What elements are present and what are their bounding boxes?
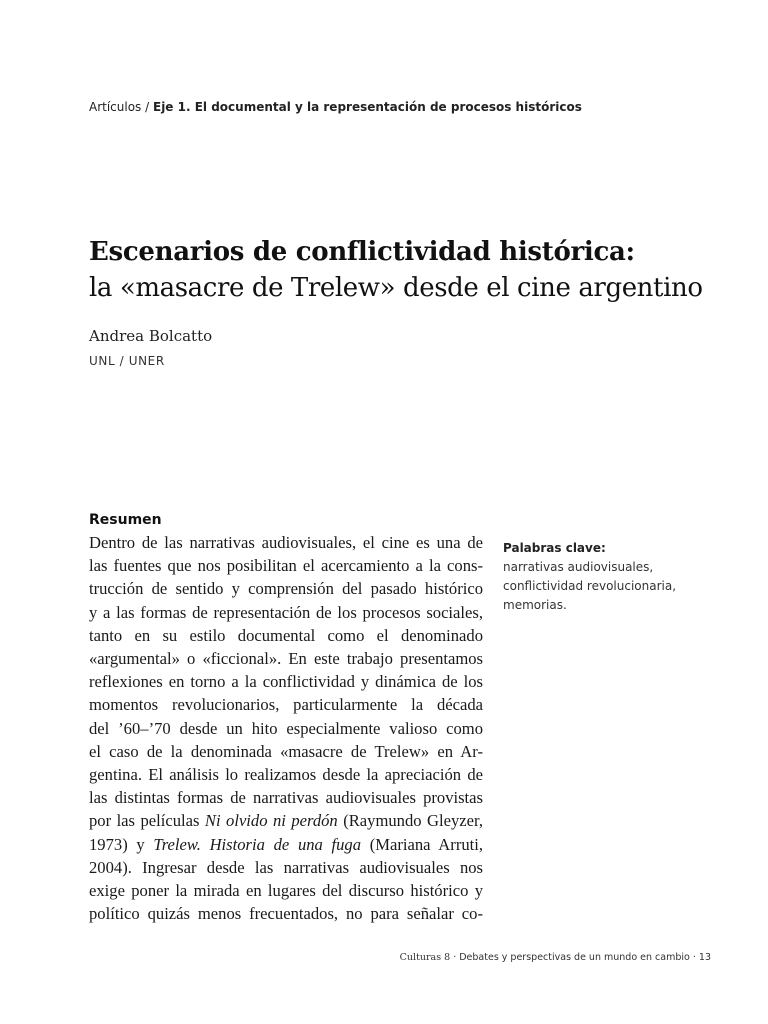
- journal-subtitle: · Debates y perspectivas de un mundo en cambio: [453, 952, 690, 963]
- abstract-line-films-2: [89, 833, 483, 856]
- abstract-line: político quizás menos frecuentados, no para señalar co-: [89, 904, 483, 924]
- abstract-text: por las películas: [89, 811, 205, 831]
- keywords-heading: Palabras clave:: [503, 541, 606, 555]
- keyword-item: memorias.: [503, 598, 567, 612]
- abstract-body: [89, 531, 483, 925]
- abstract-line: y a las formas de representación de los procesos sociales,: [89, 602, 483, 622]
- section-label: [89, 100, 582, 114]
- title-line-1: Escenarios de conflictividad histórica:: [89, 237, 635, 267]
- abstract-line: trucción de sentido y comprensión del pasado histórico: [89, 579, 483, 599]
- author-name: Andrea Bolcatto: [89, 327, 213, 345]
- abstract-text: (Mariana Arruti,: [361, 834, 484, 854]
- abstract-line: reflexiones en torno a la conflictividad y dinámica de los: [89, 672, 483, 692]
- page-number: · 13: [692, 952, 711, 963]
- abstract-line-films-1: [89, 809, 483, 832]
- film-title: Trelew. Historia de una fuga: [153, 834, 362, 854]
- abstract-text: 1973) y: [89, 834, 154, 854]
- abstract-line: el caso de la denominada «masacre de Trelew» en Ar-: [89, 741, 483, 761]
- abstract-heading: Resumen: [89, 512, 162, 528]
- section-name: Artículos /: [89, 100, 150, 114]
- abstract-line: gentina. El análisis lo realizamos desde la apreciación de: [89, 765, 483, 785]
- abstract-line: «argumental» o «ficcional». En este trabajo presentamos: [89, 649, 483, 669]
- abstract-line: tanto en su estilo documental como el denominado: [89, 625, 483, 645]
- page-footer: [400, 952, 711, 963]
- article-title: [89, 234, 729, 306]
- axis-title: Eje 1. El documental y la representación de procesos históricos: [153, 100, 582, 114]
- abstract-line: las fuentes que nos posibilitan el acercamiento a la cons-: [89, 556, 483, 576]
- author-affiliation: UNL / UNER: [89, 354, 165, 368]
- keyword-item: conflictividad revolucionaria,: [503, 579, 677, 593]
- abstract-line: las distintas formas de narrativas audiovisuales provistas: [89, 788, 483, 808]
- keyword-item: narrativas audiovisuales,: [503, 560, 654, 574]
- abstract-line: del ’60–’70 desde un hito especialmente valioso como: [89, 718, 483, 738]
- abstract-line: 2004). Ingresar desde las narrativas audiovisuales nos: [89, 857, 483, 877]
- journal-name: Culturas 8: [399, 952, 451, 963]
- film-title: Ni olvido ni perdón: [204, 811, 338, 831]
- keywords-box: [503, 539, 703, 615]
- abstract-text: (Raymundo Gleyzer,: [337, 811, 483, 831]
- abstract-line: exige poner la mirada en lugares del discurso histórico y: [89, 881, 483, 901]
- abstract-line: momentos revolucionarios, particularmente la década: [89, 695, 483, 715]
- abstract-line: Dentro de las narrativas audiovisuales, el cine es una de: [89, 533, 483, 552]
- title-line-2: la «masacre de Trelew» desde el cine argentino: [89, 273, 703, 303]
